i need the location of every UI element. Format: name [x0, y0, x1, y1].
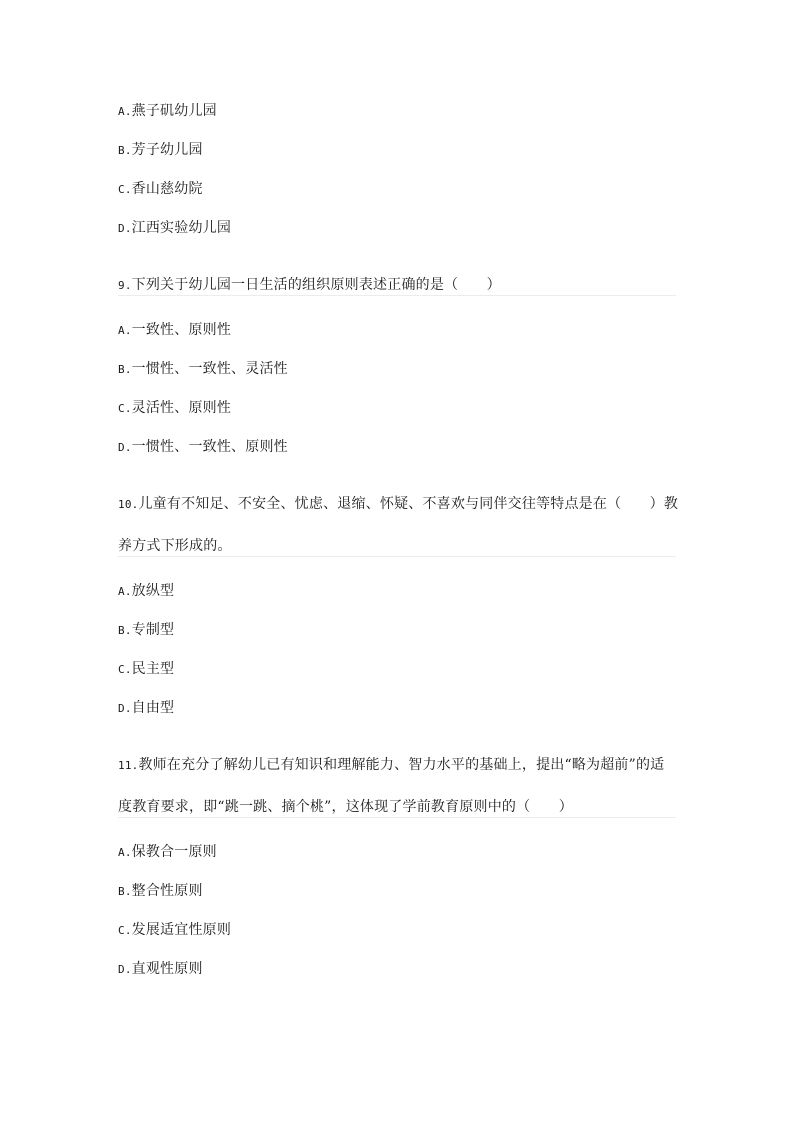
q8-option-a [118, 102, 217, 121]
option-letter: C. [118, 402, 132, 415]
q11-option-c [118, 921, 231, 940]
option-text: 一致性、原则性 [131, 322, 232, 338]
option-text: 保教合一原则 [131, 844, 217, 860]
option-text: 自由型 [131, 700, 175, 716]
q8-option-b [118, 141, 203, 160]
option-letter: D. [118, 963, 132, 976]
option-letter: C. [118, 924, 132, 937]
option-text: 灵活性、原则性 [131, 400, 232, 416]
q11-stem-line2 [118, 798, 573, 816]
q10-option-d [118, 699, 174, 718]
option-text: 一惯性、一致性、原则性 [131, 439, 288, 455]
option-letter: D. [118, 441, 132, 454]
option-text: 江西实验幼儿园 [131, 220, 232, 236]
option-text: 直观性原则 [131, 961, 203, 977]
option-letter: A. [118, 846, 132, 859]
q10-option-a [118, 582, 174, 601]
option-text: 整合性原则 [131, 883, 203, 899]
question-stem-continued: 养方式下形成的。 [118, 538, 232, 554]
option-letter: A. [118, 324, 132, 337]
q9-underline [118, 295, 676, 296]
q8-option-c [118, 180, 203, 199]
option-text: 民主型 [131, 661, 175, 677]
option-letter: B. [118, 624, 132, 637]
q11-option-d [118, 960, 203, 979]
option-letter: A. [118, 105, 132, 118]
question-stem: 下列关于幼儿园一日生活的组织原则表述正确的是（ ） [131, 277, 501, 293]
question-stem-continued: 度教育要求，即“跳一跳、摘个桃”，这体现了学前教育原则中的（ ） [118, 799, 573, 815]
q8-option-d [118, 219, 231, 238]
q11-option-b [118, 882, 203, 901]
option-text: 放纵型 [131, 583, 175, 599]
question-stem: 儿童有不知足、不安全、忧虑、退缩、怀疑、不喜欢与同伴交往等特点是在（ ）教 [138, 496, 679, 512]
option-letter: C. [118, 663, 132, 676]
q9-option-d [118, 438, 288, 457]
q11-stem-line1 [118, 756, 664, 775]
q11-underline [118, 817, 676, 818]
option-letter: B. [118, 144, 132, 157]
q11-option-a [118, 843, 217, 862]
option-text: 燕子矶幼儿园 [131, 103, 217, 119]
option-text: 发展适宜性原则 [131, 922, 232, 938]
q9-option-a [118, 321, 231, 340]
option-letter: A. [118, 585, 132, 598]
option-letter: D. [118, 702, 132, 715]
question-number: 10. [118, 498, 139, 511]
option-text: 一惯性、一致性、灵活性 [131, 361, 288, 377]
q9-stem [118, 276, 501, 295]
q10-option-b [118, 621, 174, 640]
q10-stem-line1 [118, 495, 678, 514]
q10-underline [118, 556, 676, 557]
option-text: 专制型 [131, 622, 175, 638]
option-letter: B. [118, 885, 132, 898]
question-number: 11. [118, 759, 139, 772]
option-text: 芳子幼儿园 [131, 142, 203, 158]
q10-stem-line2 [118, 537, 232, 555]
question-number: 9. [118, 279, 132, 292]
option-letter: B. [118, 363, 132, 376]
option-text: 香山慈幼院 [131, 181, 203, 197]
question-stem: 教师在充分了解幼儿已有知识和理解能力、智力水平的基础上，提出“略为超前”的适 [138, 757, 665, 773]
q9-option-b [118, 360, 288, 379]
q9-option-c [118, 399, 231, 418]
q10-option-c [118, 660, 174, 679]
option-letter: D. [118, 222, 132, 235]
option-letter: C. [118, 183, 132, 196]
